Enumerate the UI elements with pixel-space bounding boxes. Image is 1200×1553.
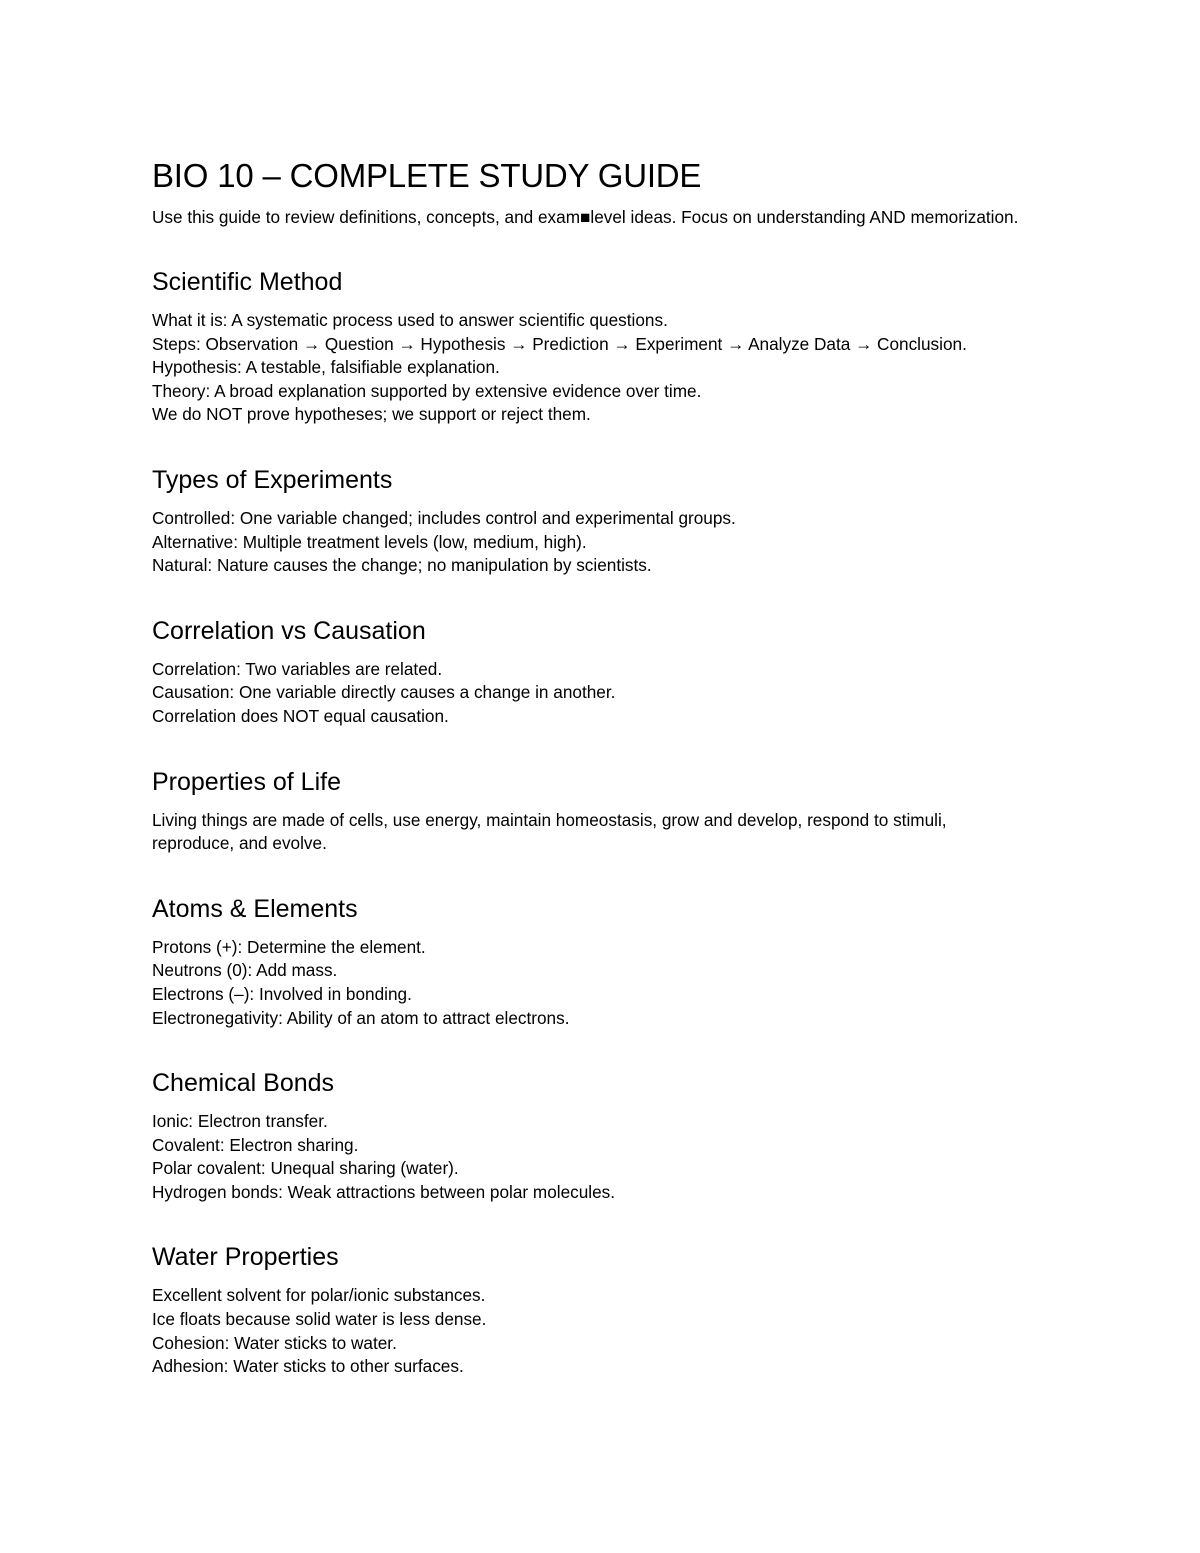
section-line: Correlation does NOT equal causation. bbox=[152, 705, 449, 726]
section-lines bbox=[152, 809, 1032, 856]
section-line: Theory: A broad explanation supported by extensive evidence over time. bbox=[152, 380, 702, 401]
document-page bbox=[152, 155, 1032, 1379]
section-line: Controlled: One variable changed; includes control and experimental groups. bbox=[152, 507, 736, 528]
section-line: We do NOT prove hypotheses; we support or reject them. bbox=[152, 404, 591, 425]
section-scientific-method bbox=[152, 266, 1032, 427]
section-line: Cohesion: Water sticks to water. bbox=[152, 1332, 397, 1353]
section-title: Atoms & Elements bbox=[152, 894, 358, 923]
section-lines bbox=[152, 507, 1032, 578]
section-line: Living things are made of cells, use energy, maintain homeostasis, grow and develop, respond to stimuli, reproduce, and evolve. bbox=[152, 809, 947, 854]
section-lines bbox=[152, 1284, 1032, 1378]
section-line: Correlation: Two variables are related. bbox=[152, 658, 443, 679]
section-title: Properties of Life bbox=[152, 767, 341, 796]
section-line: Electronegativity: Ability of an atom to attract electrons. bbox=[152, 1007, 570, 1028]
section-properties-of-life bbox=[152, 766, 1032, 856]
section-chemical-bonds bbox=[152, 1067, 1032, 1204]
section-line: Neutrons (0): Add mass. bbox=[152, 960, 338, 981]
section-line: Ice floats because solid water is less dense. bbox=[152, 1309, 487, 1330]
document-intro: Use this guide to review definitions, concepts, and exam■level ideas. Focus on understanding AND memorization. bbox=[152, 207, 1019, 227]
section-water-properties bbox=[152, 1241, 1032, 1378]
section-line: Protons (+): Determine the element. bbox=[152, 936, 426, 957]
document-title: BIO 10 – COMPLETE STUDY GUIDE bbox=[152, 157, 702, 194]
section-lines bbox=[152, 936, 1032, 1030]
section-line: Hypothesis: A testable, falsifiable explanation. bbox=[152, 357, 500, 378]
section-line: Excellent solvent for polar/ionic substances. bbox=[152, 1285, 486, 1306]
section-types-of-experiments bbox=[152, 464, 1032, 578]
section-line: Causation: One variable directly causes a change in another. bbox=[152, 682, 616, 703]
section-correlation-vs-causation bbox=[152, 615, 1032, 729]
section-line: Steps: Observation → Question → Hypothesis → Prediction → Experiment → Analyze Data → Conclusion. bbox=[152, 333, 967, 354]
section-title: Scientific Method bbox=[152, 268, 343, 296]
section-title: Chemical Bonds bbox=[152, 1069, 335, 1098]
section-lines bbox=[152, 1110, 1032, 1204]
section-line: Hydrogen bonds: Weak attractions between polar molecules. bbox=[152, 1181, 616, 1202]
section-title: Correlation vs Causation bbox=[152, 616, 426, 645]
section-line: Alternative: Multiple treatment levels (low, medium, high). bbox=[152, 531, 587, 552]
section-line: Covalent: Electron sharing. bbox=[152, 1134, 359, 1155]
section-title: Types of Experiments bbox=[152, 465, 393, 494]
section-line: Polar covalent: Unequal sharing (water). bbox=[152, 1158, 459, 1179]
section-title: Water Properties bbox=[152, 1243, 339, 1272]
section-line: Natural: Nature causes the change; no manipulation by scientists. bbox=[152, 555, 652, 576]
section-lines bbox=[152, 658, 1032, 729]
section-line: Ionic: Electron transfer. bbox=[152, 1111, 328, 1132]
section-lines bbox=[152, 309, 1032, 427]
section-line: What it is: A systematic process used to answer scientific questions. bbox=[152, 310, 668, 330]
section-line: Adhesion: Water sticks to other surfaces. bbox=[152, 1356, 464, 1377]
section-atoms-elements bbox=[152, 893, 1032, 1030]
section-line: Electrons (–): Involved in bonding. bbox=[152, 983, 412, 1004]
